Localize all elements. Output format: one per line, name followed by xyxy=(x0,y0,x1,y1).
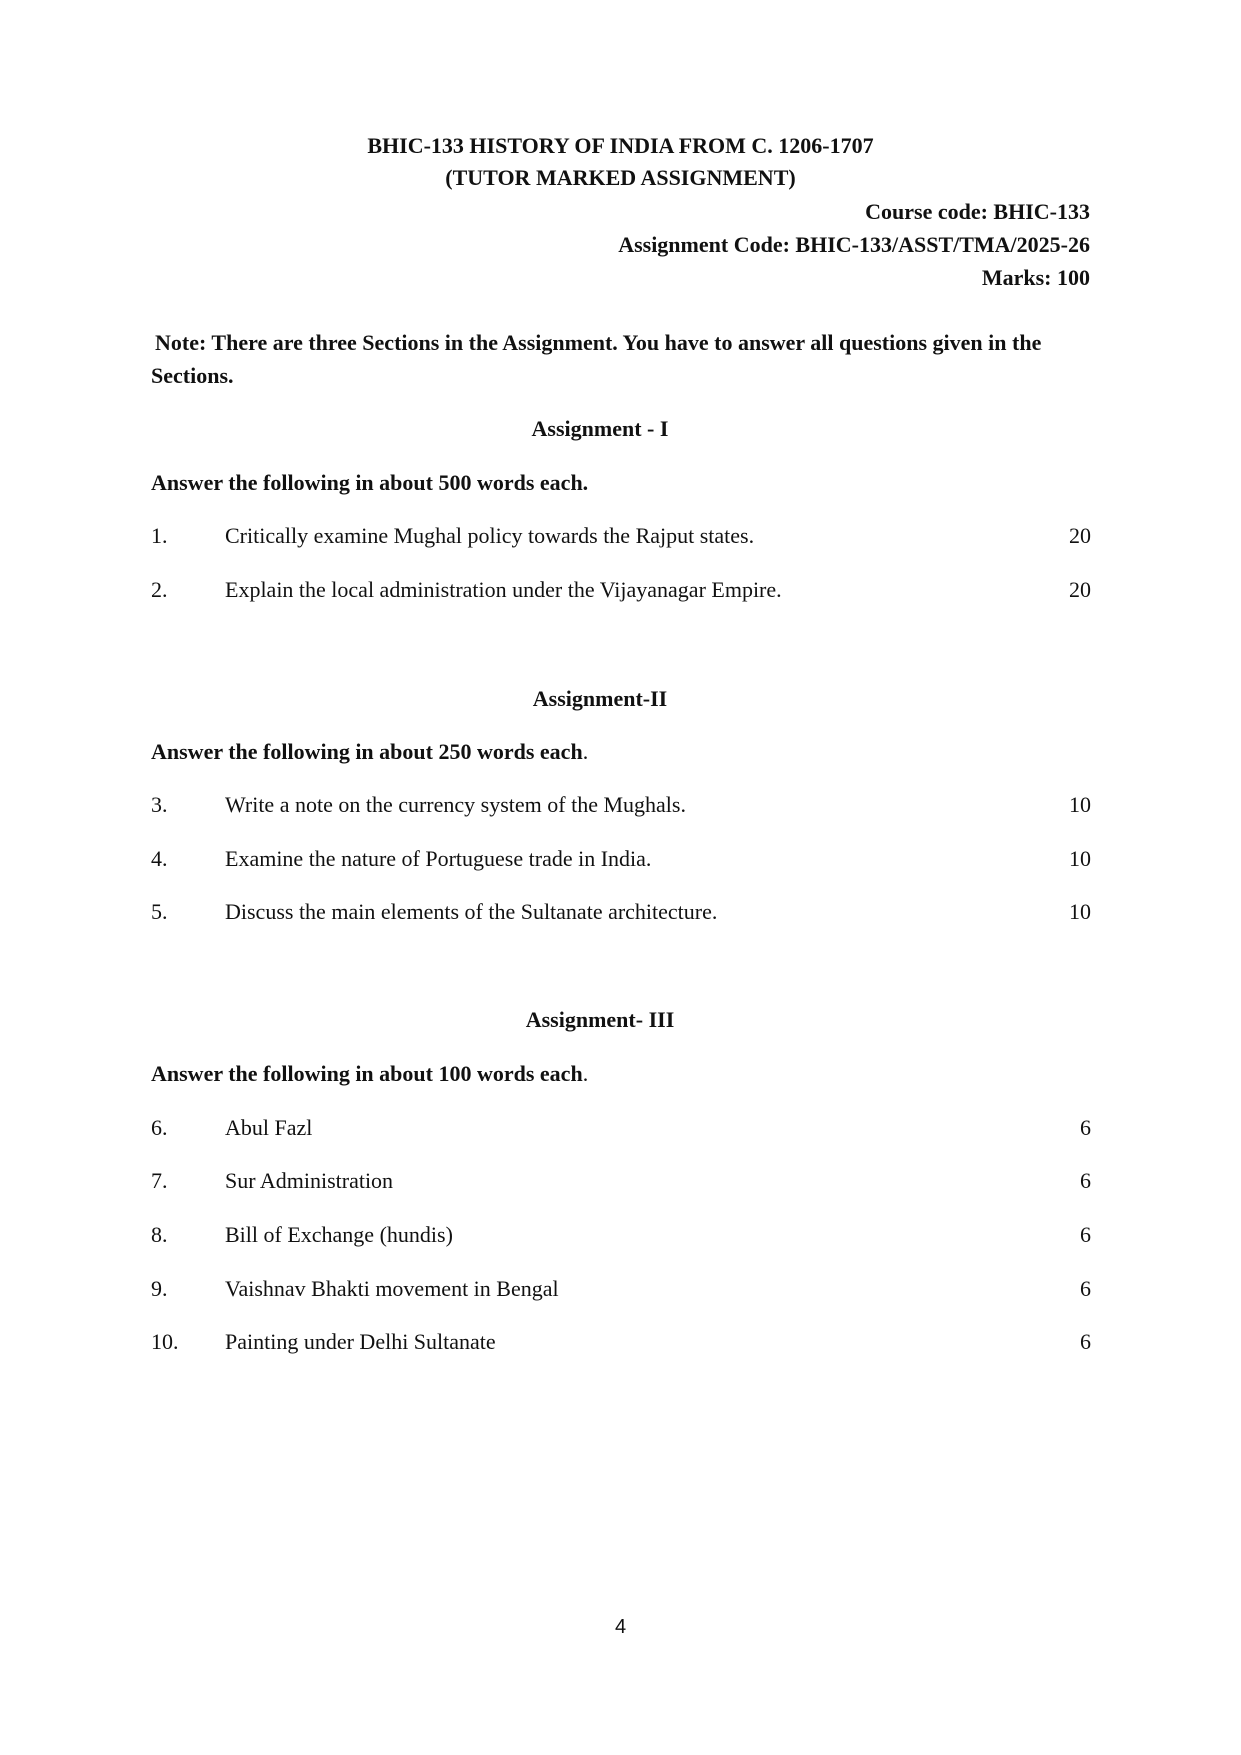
question-marks: 10 xyxy=(1069,899,1091,924)
section-instruction: Answer the following in about 500 words each. xyxy=(151,470,589,495)
question-row xyxy=(151,1222,1091,1252)
question-row xyxy=(151,792,1091,822)
question-number: 9. xyxy=(151,1276,168,1301)
question-marks: 6 xyxy=(1080,1168,1091,1193)
section-title: Assignment-II xyxy=(532,686,668,711)
question-marks: 6 xyxy=(1080,1276,1091,1301)
question-text: Explain the local administration under the Vijayanagar Empire. xyxy=(225,577,782,602)
question-number: 5. xyxy=(151,899,168,924)
section-instruction: Answer the following in about 250 words each. xyxy=(151,739,589,764)
question-text: Critically examine Mughal policy towards the Rajput states. xyxy=(225,523,755,548)
question-row xyxy=(151,523,1091,553)
question-text: Write a note on the currency system of the Mughals. xyxy=(225,792,686,817)
page-number: 4 xyxy=(614,1616,627,1638)
question-number: 3. xyxy=(151,792,168,817)
question-marks: 10 xyxy=(1069,792,1091,817)
question-text: Examine the nature of Portuguese trade in India. xyxy=(225,846,652,871)
question-text: Vaishnav Bhakti movement in Bengal xyxy=(225,1276,559,1301)
document-title: BHIC-133 HISTORY OF INDIA FROM C. 1206-1707 xyxy=(367,133,874,158)
question-row xyxy=(151,899,1091,929)
question-number: 2. xyxy=(151,577,168,602)
question-marks: 6 xyxy=(1080,1222,1091,1247)
question-marks: 20 xyxy=(1069,523,1091,548)
question-number: 10. xyxy=(151,1329,179,1354)
document-subtitle: (TUTOR MARKED ASSIGNMENT) xyxy=(445,165,796,190)
question-row xyxy=(151,846,1091,876)
question-text: Discuss the main elements of the Sultanate architecture. xyxy=(225,899,718,924)
question-marks: 6 xyxy=(1080,1329,1091,1354)
question-row xyxy=(151,1329,1091,1359)
question-marks: 10 xyxy=(1069,846,1091,871)
question-number: 4. xyxy=(151,846,168,871)
section-title: Assignment - I xyxy=(531,416,669,441)
question-number: 8. xyxy=(151,1222,168,1247)
section-instruction: Answer the following in about 100 words each. xyxy=(151,1061,589,1086)
question-text: Painting under Delhi Sultanate xyxy=(225,1329,496,1354)
question-marks: 6 xyxy=(1080,1115,1091,1140)
question-text: Bill of Exchange (hundis) xyxy=(225,1222,453,1247)
assignment-note: Note: There are three Sections in the Assignment. You have to answer all questions given in the Sections. xyxy=(151,330,1042,388)
question-row xyxy=(151,577,1091,607)
course-code: Course code: BHIC-133 xyxy=(865,199,1090,224)
section-title: Assignment- III xyxy=(525,1007,675,1032)
question-text: Sur Administration xyxy=(225,1168,394,1193)
question-number: 1. xyxy=(151,523,168,548)
question-row xyxy=(151,1115,1091,1145)
question-marks: 20 xyxy=(1069,577,1091,602)
question-text: Abul Fazl xyxy=(225,1115,313,1140)
question-row xyxy=(151,1168,1091,1198)
question-row xyxy=(151,1276,1091,1306)
question-number: 7. xyxy=(151,1168,168,1193)
question-number: 6. xyxy=(151,1115,168,1140)
total-marks: Marks: 100 xyxy=(981,265,1090,290)
assignment-code: Assignment Code: BHIC-133/ASST/TMA/2025-26 xyxy=(618,232,1090,257)
